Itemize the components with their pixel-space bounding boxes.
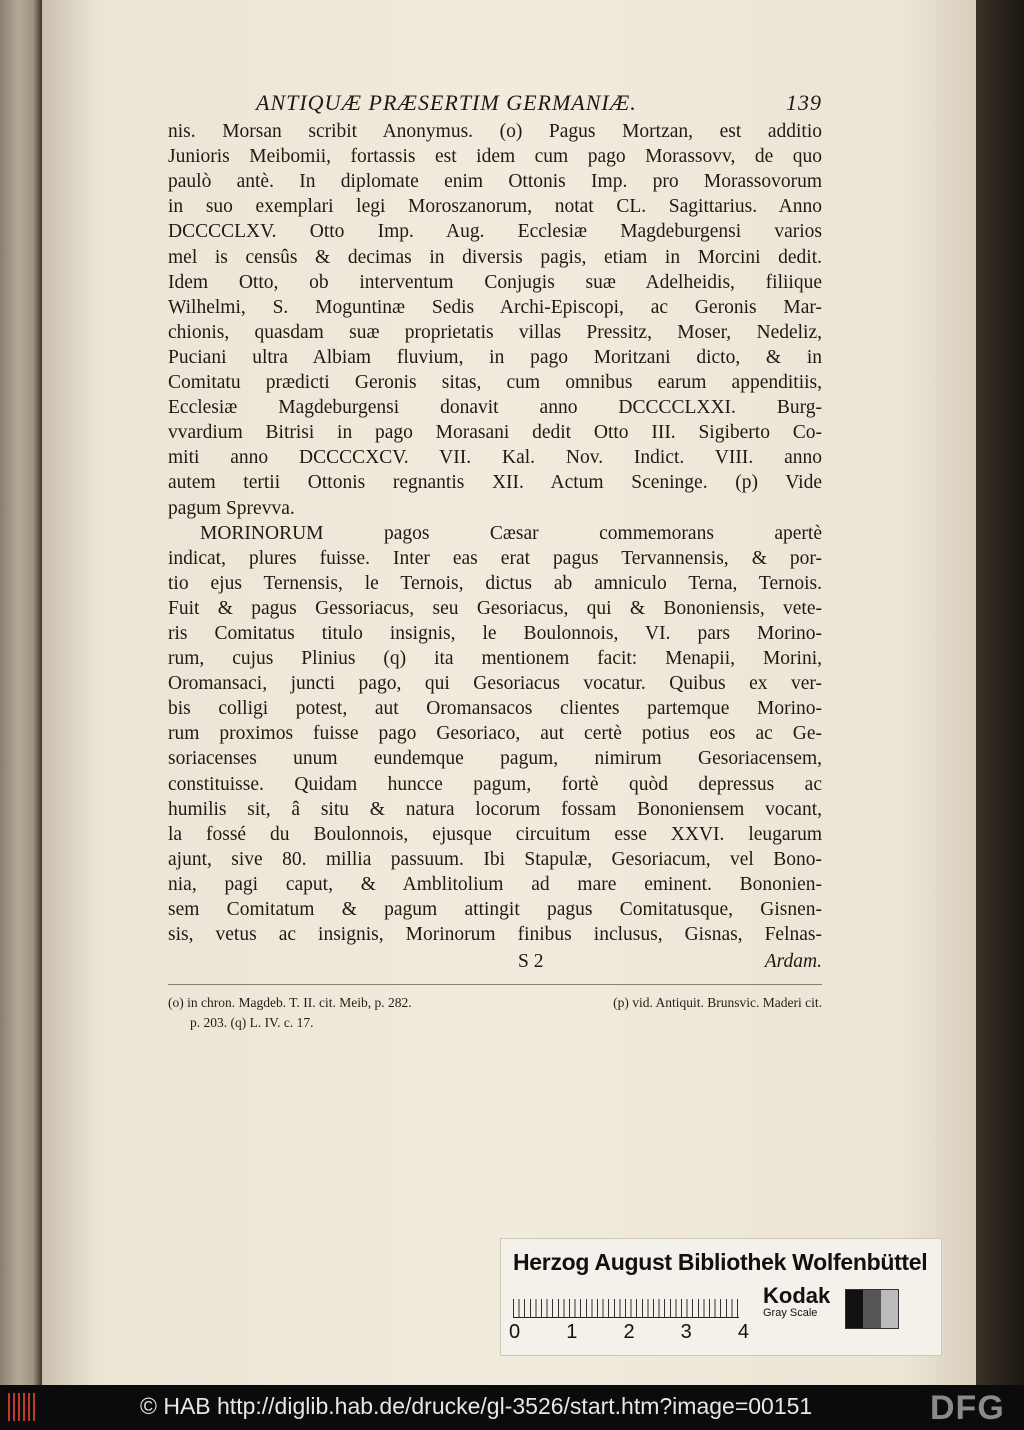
text-line: chionis, quasdam suæ proprietatis villas Pressitz, Moser, Nedeliz,	[168, 321, 822, 343]
paragraph-2	[168, 521, 822, 948]
text-line: rum, cujus Plinius (q) ita mentionem facit: Menapii, Morini,	[168, 648, 822, 670]
text-line: soriacenses unum eundemque pagum, nimirum Gesoriacensem,	[168, 748, 822, 770]
text-line: ajunt, sive 80. millia passuum. Ibi Stapulæ, Gesoriacum, vel Bono-	[168, 848, 822, 870]
gray-patch	[881, 1290, 898, 1328]
ruler-number: 4	[737, 1321, 749, 1343]
running-head-title: ANTIQUÆ PRÆSERTIM GERMANIÆ.	[256, 90, 637, 115]
text-line: Puciani ultra Albiam fluvium, in pago Moritzani dicto, & in	[168, 346, 822, 368]
ruler-number: 3	[680, 1321, 692, 1343]
text-line: autem tertii Ottonis regnantis XII. Actum Sceninge. (p) Vide	[168, 472, 822, 494]
text-line: bis colligi potest, aut Oromansacos clientes partemque Morino-	[168, 698, 822, 720]
kodak-sub: Gray Scale	[763, 1307, 818, 1319]
ruler-number: 1	[566, 1321, 578, 1343]
kodak-brand: Kodak	[763, 1283, 831, 1308]
text-line: Junioris Meibomii, fortassis est idem cum pago Morassovv, de quo	[168, 146, 822, 168]
text-line: MORINORUM pagos Cæsar commemorans apertè	[200, 522, 822, 544]
text-line: nia, pagi caput, & Amblitolium ad mare eminent. Bononien-	[168, 873, 822, 895]
signature-mark: S 2	[518, 951, 544, 973]
text-line: DCCCCLXV. Otto Imp. Aug. Ecclesiæ Magdeburgensi varios	[168, 221, 822, 243]
text-line: paulò antè. In diplomate enim Ottonis Imp. pro Morassovorum	[168, 171, 822, 193]
library-label	[500, 1238, 942, 1356]
gray-patch	[863, 1290, 880, 1328]
text-line: Oromansaci, juncti pago, qui Gesoriacus vocatur. Quibus ex ver-	[168, 673, 822, 695]
text-line: Ecclesiæ Magdeburgensi donavit anno DCCCCLXXI. Burg-	[168, 397, 822, 419]
footnote-row	[168, 993, 822, 1013]
library-name: Herzog August Bibliothek Wolfenbüttel	[513, 1249, 928, 1275]
text-line: in suo exemplari legi Moroszanorum, notat CL. Sagittarius. Anno	[168, 196, 822, 218]
footnotes	[168, 993, 822, 1033]
gray-patch	[846, 1290, 863, 1328]
paragraph-1	[168, 119, 822, 521]
text-line: sem Comitatum & pagum attingit pagus Comitatusque, Gisnen-	[168, 899, 822, 920]
book-spine-edge	[0, 0, 42, 1385]
footnote-rule	[168, 984, 822, 985]
text-line: Fuit & pagus Gessoriacus, seu Gesoriacus, qui & Bononiensis, vete-	[168, 597, 822, 619]
scale-ruler	[513, 1289, 739, 1318]
text-line: Comitatu prædicti Geronis sitas, cum omnibus earum appenditiis,	[168, 372, 822, 394]
page-text	[168, 90, 822, 1033]
text-line: la fossé du Boulonnois, ejusque circuitum esse XXVI. leugarum	[168, 823, 822, 845]
running-head	[168, 90, 822, 115]
text-line: pagum Sprevva.	[168, 497, 295, 519]
text-line: indicat, plures fuisse. Inter eas erat pagus Tervannensis, & por-	[168, 547, 822, 569]
gray-scale-patches	[845, 1289, 899, 1329]
barcode-icon	[8, 1393, 38, 1421]
text-line: ris Comitatus titulo insignis, le Boulonnois, VI. pars Morino-	[168, 622, 822, 644]
footnote-row	[168, 1013, 822, 1033]
ruler-numbers	[509, 1321, 749, 1344]
text-line: rum proximos fuisse pago Gesoriaco, aut certè potius eos ac Ge-	[168, 723, 822, 745]
footnote-p: (p) vid. Antiquit. Brunsvic. Maderi cit.	[613, 995, 822, 1011]
page-shadow-edge	[976, 0, 1024, 1385]
catchword: Ardam.	[764, 951, 822, 973]
text-line: nis. Morsan scribit Anonymus. (o) Pagus Mortzan, est additio	[168, 121, 822, 143]
text-line: miti anno DCCCCXCV. VII. Kal. Nov. Indict. VIII. anno	[168, 447, 822, 469]
ruler-number: 2	[623, 1321, 635, 1343]
text-line: vvardium Bitrisi in pago Morasani dedit Otto III. Sigiberto Co-	[168, 422, 822, 444]
kodak-gray-scale	[763, 1285, 830, 1319]
ruler-number: 0	[509, 1321, 521, 1343]
text-line: constituisse. Quidam huncce pagum, fortè quòd depressus ac	[168, 773, 822, 795]
page-number: 139	[786, 90, 822, 115]
text-line: sis, vetus ac insignis, Morinorum finibus inclusus, Gisnas, Felnas-	[168, 924, 822, 946]
text-line: mel is censûs & decimas in diversis pagis, etiam in Morcini dedit.	[168, 246, 822, 268]
dfg-logo: DFG	[930, 1389, 1005, 1427]
signature-line	[168, 949, 822, 974]
footnote-o: (o) in chron. Magdeb. T. II. cit. Meib, p. 282.	[168, 995, 412, 1011]
text-line: Idem Otto, ob interventum Conjugis suæ Adelheidis, filiique	[168, 271, 822, 293]
footnote-q: p. 203. (q) L. IV. c. 17.	[190, 1015, 314, 1031]
text-line: tio ejus Ternensis, le Ternois, dictus ab amniculo Terna, Ternois.	[168, 572, 822, 594]
viewer-footer	[0, 1385, 1024, 1430]
text-line: Wilhelmi, S. Moguntinæ Sedis Archi-Episcopi, ac Geronis Mar-	[168, 296, 822, 318]
copyright-url[interactable]: © HAB http://diglib.hab.de/drucke/gl-3526/start.htm?image=00151	[140, 1393, 813, 1419]
text-line: humilis sit, â situ & natura locorum fossam Bononiensem vocant,	[168, 798, 822, 820]
